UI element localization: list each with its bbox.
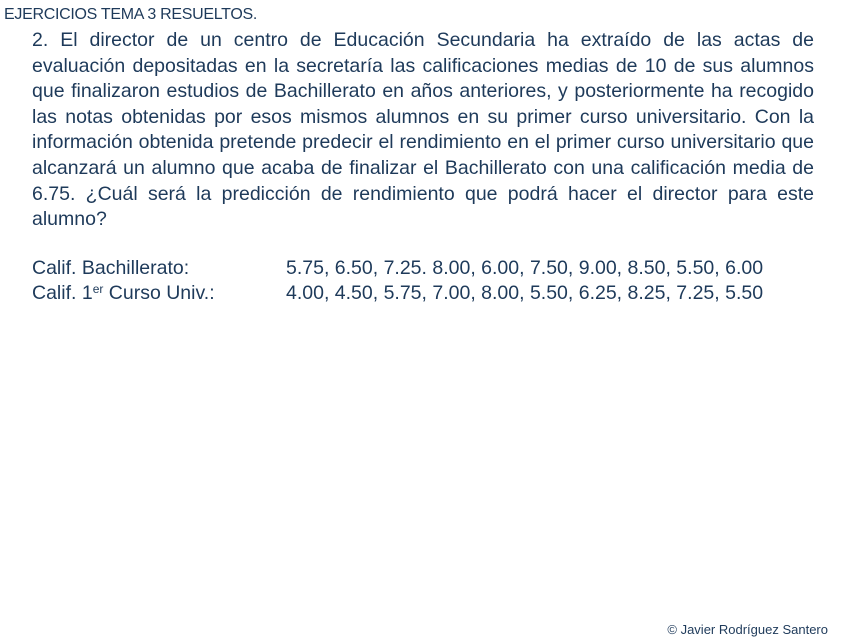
problem-statement: 2. El director de un centro de Educación Secundaria ha extraído de las actas de evaluación depositadas en la secretaría las calificaciones medias de 10 de sus alumnos que finalizaron estudios de Bachillerato en años anteriores, y posteriormente ha recogido las notas obtenidas por esos mismos alumnos en su primer curso universitario. Con la información obtenida pretende predecir el rendimiento en el primer curso universitario que alcanzará un alumno que acaba de finalizar el Bachillerato con una calificación media de 6.75. ¿Cuál será la predicción de rendimiento que podrá hacer el director para este alumno? xyxy=(32,29,814,231)
row-values-bachillerato: 5.75, 6.50, 7.25. 8.00, 6.00, 7.50, 9.00, 8.50, 5.50, 6.00 xyxy=(286,257,764,279)
data-row-universidad xyxy=(32,281,763,306)
page-header: EJERCICIOS TEMA 3 RESUELTOS. xyxy=(4,6,258,23)
data-row-bachillerato xyxy=(32,256,763,281)
data-table xyxy=(32,256,763,306)
row-label-universidad-pre: Calif. 1 xyxy=(32,282,93,304)
row-label-universidad xyxy=(32,281,286,306)
row-label-universidad-post: Curso Univ.: xyxy=(103,282,215,304)
row-label-bachillerato: Calif. Bachillerato: xyxy=(32,257,190,279)
row-values-universidad: 4.00, 4.50, 5.75, 7.00, 8.00, 5.50, 6.25, 8.25, 7.25, 5.50 xyxy=(286,282,764,304)
copyright-footer: © Javier Rodríguez Santero xyxy=(667,622,828,637)
ordinal-superscript: er xyxy=(92,282,104,296)
